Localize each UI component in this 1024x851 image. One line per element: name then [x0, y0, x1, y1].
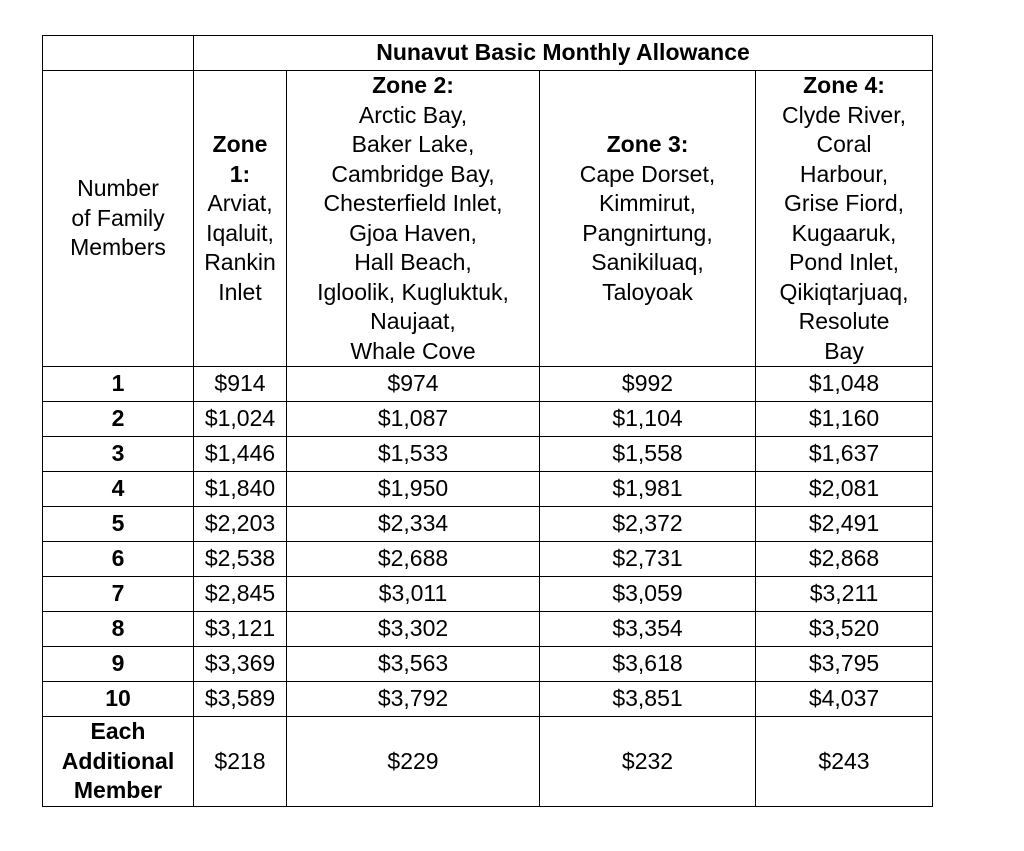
zone-2-value: $1,533	[287, 437, 540, 472]
table-row	[43, 612, 933, 647]
zone-4-value: $3,520	[756, 612, 933, 647]
zone-4-value: $2,491	[756, 507, 933, 542]
table-row	[43, 437, 933, 472]
zone-1-value: $1,446	[194, 437, 287, 472]
zone-2-value: $2,334	[287, 507, 540, 542]
table-row	[43, 542, 933, 577]
zone-2-value: $974	[287, 367, 540, 402]
zone-3-value: $2,372	[540, 507, 756, 542]
zone-1-additional-value: $218	[194, 717, 287, 807]
table-row	[43, 367, 933, 402]
zone-name: Zone 3:	[606, 131, 689, 157]
zone-2-value: $1,087	[287, 402, 540, 437]
zone-3-additional-value: $232	[540, 717, 756, 807]
allowance-table	[42, 35, 933, 807]
zone-1-value: $2,203	[194, 507, 287, 542]
zone-3-value: $2,731	[540, 542, 756, 577]
zone-header-4	[756, 71, 933, 367]
zone-2-value: $3,302	[287, 612, 540, 647]
zone-4-value: $1,048	[756, 367, 933, 402]
members-cell: 1	[43, 367, 194, 402]
zone-header-3	[540, 71, 756, 367]
zone-4-value: $1,160	[756, 402, 933, 437]
zone-2-additional-value: $229	[287, 717, 540, 807]
zone-4-additional-value: $243	[756, 717, 933, 807]
members-cell: 8	[43, 612, 194, 647]
zone-2-value: $2,688	[287, 542, 540, 577]
zone-1-value: $3,589	[194, 682, 287, 717]
zone-2-value: $3,011	[287, 577, 540, 612]
members-cell: 5	[43, 507, 194, 542]
members-cell: 10	[43, 682, 194, 717]
zone-3-value: $3,851	[540, 682, 756, 717]
zone-header-1	[194, 71, 287, 367]
zone-3-value: $3,618	[540, 647, 756, 682]
table-row	[43, 402, 933, 437]
zone-places: Clyde River, Coral Harbour, Grise Fiord, Kugaaruk, Pond Inlet, Qikiqtarjuaq, Resolute Bay	[779, 101, 909, 364]
zone-2-value: $3,563	[287, 647, 540, 682]
zone-3-value: $1,558	[540, 437, 756, 472]
zone-header-2	[287, 71, 540, 367]
zone-2-value: $3,792	[287, 682, 540, 717]
members-cell: 6	[43, 542, 194, 577]
table-title: Nunavut Basic Monthly Allowance	[194, 36, 933, 71]
table-row	[43, 577, 933, 612]
zone-4-value: $4,037	[756, 682, 933, 717]
zone-1-value: $3,121	[194, 612, 287, 647]
empty-corner-cell	[43, 36, 194, 71]
table-title-row	[43, 36, 933, 71]
zone-1-value: $2,845	[194, 577, 287, 612]
members-cell: 4	[43, 472, 194, 507]
zone-3-value: $1,104	[540, 402, 756, 437]
table-row	[43, 507, 933, 542]
members-cell: 9	[43, 647, 194, 682]
zone-1-value: $1,840	[194, 472, 287, 507]
zone-3-value: $3,354	[540, 612, 756, 647]
members-column-header: Number of Family Members	[43, 71, 194, 367]
table-header-row	[43, 71, 933, 367]
zone-2-value: $1,950	[287, 472, 540, 507]
members-cell: 2	[43, 402, 194, 437]
zone-1-value: $2,538	[194, 542, 287, 577]
zone-name: Zone 4:	[803, 72, 885, 98]
members-cell: 3	[43, 437, 194, 472]
table-row	[43, 682, 933, 717]
additional-member-row	[43, 717, 933, 807]
zone-name: Zone 1:	[212, 131, 268, 187]
zone-1-value: $3,369	[194, 647, 287, 682]
zone-4-value: $3,211	[756, 577, 933, 612]
zone-4-value: $3,795	[756, 647, 933, 682]
zone-1-value: $914	[194, 367, 287, 402]
additional-member-label: Each Additional Member	[43, 717, 194, 807]
table-row	[43, 472, 933, 507]
zone-4-value: $2,081	[756, 472, 933, 507]
zone-3-value: $992	[540, 367, 756, 402]
zone-4-value: $1,637	[756, 437, 933, 472]
members-cell: 7	[43, 577, 194, 612]
zone-4-value: $2,868	[756, 542, 933, 577]
zone-1-value: $1,024	[194, 402, 287, 437]
zone-3-value: $1,981	[540, 472, 756, 507]
zone-places: Cape Dorset, Kimmirut, Pangnirtung, Sanikiluaq, Taloyoak	[579, 160, 716, 305]
zone-name: Zone 2:	[372, 72, 454, 98]
zone-places: Arviat, Iqaluit, Rankin Inlet	[204, 190, 276, 305]
zone-places: Arctic Bay, Baker Lake, Cambridge Bay, Chesterfield Inlet, Gjoa Haven, Hall Beach, Igloolik, Kugluktuk, Naujaat, Whale Cove	[317, 101, 509, 364]
zone-3-value: $3,059	[540, 577, 756, 612]
table-row	[43, 647, 933, 682]
